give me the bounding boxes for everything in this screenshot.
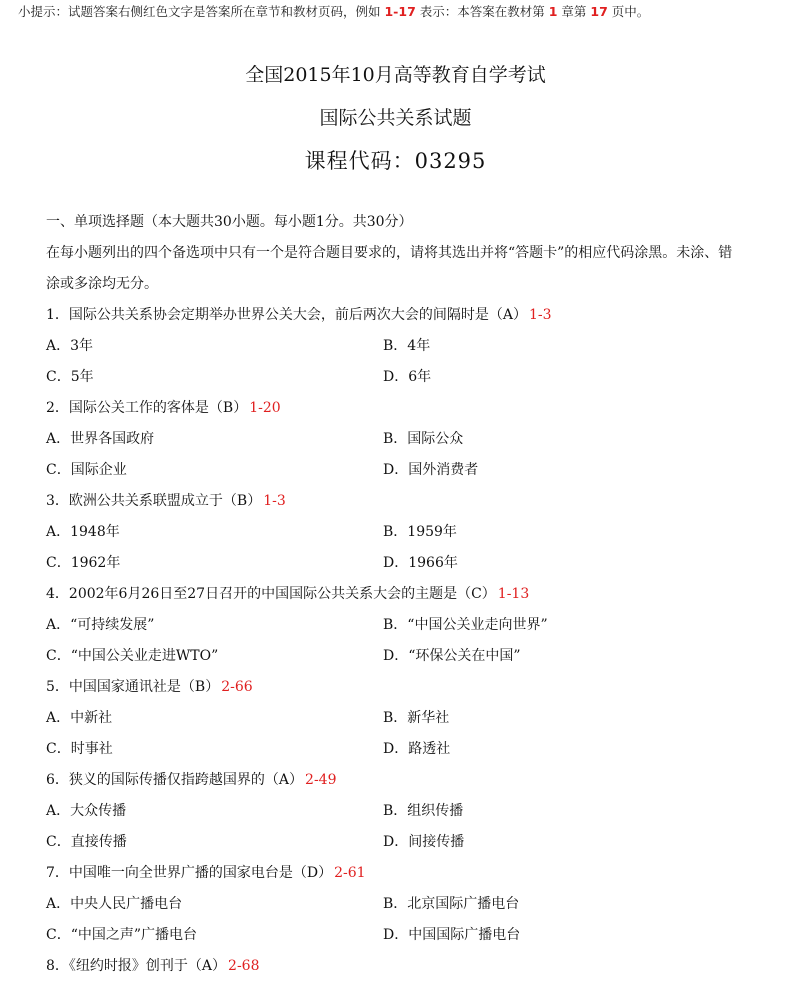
question-text: 2．国际公关工作的客体是（B）: [46, 400, 248, 416]
hint-page: 17: [590, 4, 608, 19]
question-stem: [46, 956, 259, 976]
course-code: 课程代码：03295: [304, 149, 487, 173]
instructions-line-1: 在每小题列出的四个备选项中只有一个是符合题目要求的，请将其选出并将“答题卡”的相应代码涂黑。未涂、错: [46, 245, 733, 261]
question-stem: [46, 491, 286, 511]
question-text: 8．《纽约时报》创刊于（A）: [46, 958, 227, 974]
answer-reference: 2-61: [334, 865, 366, 881]
hint-example: 1-17: [384, 4, 416, 19]
question-stem: [46, 584, 529, 604]
question-stem: [46, 770, 336, 790]
question-text: 1．国际公共关系协会定期举办世界公关大会，前后两次大会的间隔时是（A）: [46, 307, 528, 323]
answer-option: A．中新社: [46, 710, 113, 726]
exam-title: 全国2015年10月高等教育自学考试: [245, 64, 546, 86]
answer-option: D．中国国际广播电台: [383, 927, 521, 943]
question-text: 4．2002年6月26日至27日召开的中国国际公共关系大会的主题是（C）: [46, 586, 496, 602]
answer-reference: 2-49: [305, 772, 337, 788]
answer-option: A．大众传播: [46, 803, 127, 819]
answer-option: B．国际公众: [383, 431, 464, 447]
question-text: 6．狭义的国际传播仅指跨越国界的（A）: [46, 772, 304, 788]
answer-option: D．“环保公关在中国”: [383, 648, 521, 664]
answer-option: D．国外消费者: [383, 462, 479, 478]
question-stem: [46, 398, 281, 418]
answer-option: D．6年: [383, 369, 432, 385]
answer-option: A．3年: [46, 338, 94, 354]
question-stem: [46, 863, 366, 883]
question-text: 3．欧洲公共关系联盟成立于（B）: [46, 493, 262, 509]
answer-option: D．间接传播: [383, 834, 465, 850]
answer-reference: 1-13: [497, 586, 530, 602]
question-text: 5．中国国家通讯社是（B）: [46, 679, 220, 695]
section-heading: 一、单项选择题（本大题共30小题。每小题1分。共30分）: [46, 214, 413, 230]
answer-option: A．“可持续发展”: [46, 617, 155, 633]
answer-option: C．1962年: [46, 555, 121, 571]
answer-option: B．“中国公关业走向世界”: [383, 617, 548, 633]
answer-option: D．路透社: [383, 741, 451, 757]
answer-reference: 1-3: [263, 493, 286, 509]
question-stem: [46, 677, 253, 697]
answer-option: A．中央人民广播电台: [46, 896, 183, 912]
question-text: 7．中国唯一向全世界广播的国家电台是（D）: [46, 865, 333, 881]
instructions-line-2: 涂或多涂均无分。: [46, 276, 158, 292]
hint-text-4: 页中。: [607, 4, 650, 19]
answer-reference: 2-68: [228, 958, 260, 974]
hint-chapter: 1: [548, 4, 558, 19]
answer-reference: 1-20: [249, 400, 281, 416]
answer-reference: 2-66: [221, 679, 253, 695]
answer-option: A．世界各国政府: [46, 431, 155, 447]
answer-option: B．新华社: [383, 710, 450, 726]
answer-option: B．北京国际广播电台: [383, 896, 520, 912]
question-stem: [46, 305, 552, 325]
answer-option: C．5年: [46, 369, 94, 385]
hint-text: 小提示：试题答案右侧红色文字是答案所在章节和教材页码，例如: [18, 4, 385, 19]
exam-subject: 国际公共关系试题: [319, 107, 472, 129]
answer-option: B．组织传播: [383, 803, 464, 819]
hint-text-2: 表示：本答案在教材第: [415, 4, 549, 19]
hint-banner: [18, 2, 649, 20]
answer-option: C．国际企业: [46, 462, 127, 478]
answer-option: B．1959年: [383, 524, 457, 540]
answer-option: C．“中国之声”广播电台: [46, 927, 198, 943]
hint-text-3: 章第: [557, 4, 591, 19]
answer-option: A．1948年: [46, 524, 120, 540]
answer-reference: 1-3: [529, 307, 552, 323]
answer-option: C．直接传播: [46, 834, 127, 850]
answer-option: D．1966年: [383, 555, 458, 571]
answer-option: C．时事社: [46, 741, 113, 757]
answer-option: B．4年: [383, 338, 431, 354]
answer-option: C．“中国公关业走进WTO”: [46, 648, 219, 664]
